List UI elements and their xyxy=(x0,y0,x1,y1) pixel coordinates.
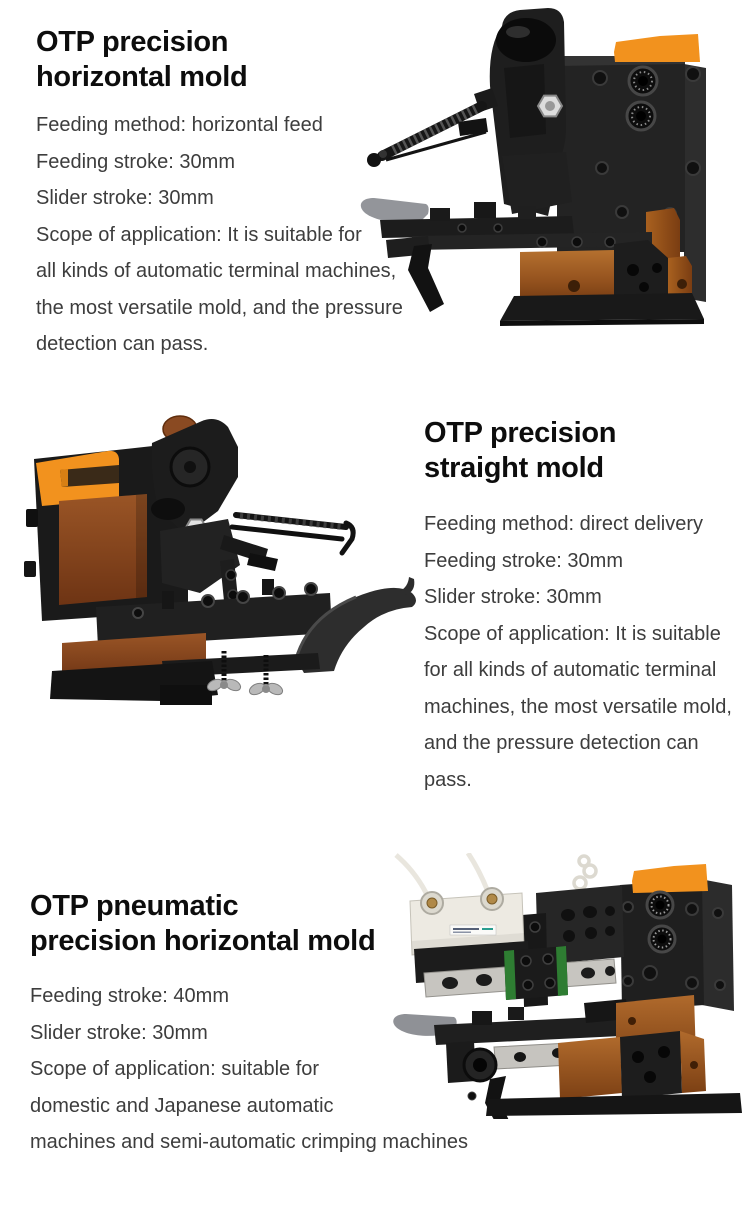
spec-line: Feeding stroke: 30mm xyxy=(36,150,235,173)
spec-line: Scope of application: suitable for xyxy=(30,1058,320,1080)
right-body xyxy=(620,864,734,1011)
product-title-line: OTP precision xyxy=(424,417,617,449)
dial-knob xyxy=(627,102,655,130)
spec-line: Feeding stroke: 30mm xyxy=(424,549,623,572)
product-title-line: OTP pneumatic xyxy=(30,890,239,922)
spec-line: for all kinds of automatic terminal xyxy=(424,659,717,681)
product-photo-pneumatic-mold xyxy=(388,853,748,1119)
product-title-line: precision horizontal mold xyxy=(30,925,376,957)
product-title-line: OTP precision xyxy=(36,26,229,58)
spec-line: Slider stroke: 30mm xyxy=(424,586,602,608)
spec-line: the most versatile mold, and the pressure xyxy=(36,296,403,319)
orange-cap xyxy=(632,864,708,893)
dial-knob xyxy=(629,67,657,95)
spec-line: detection can pass. xyxy=(36,333,209,355)
cylinder-label xyxy=(450,925,496,935)
hex-nut xyxy=(538,96,562,117)
product-title-line: straight mold xyxy=(424,452,604,484)
spec-line: Feeding method: direct delivery xyxy=(424,513,704,535)
spec-line: Feeding method: horizontal feed xyxy=(36,114,323,136)
lever-arm xyxy=(232,515,353,571)
product-photo-horizontal-mold xyxy=(352,6,750,340)
product-title-line: horizontal mold xyxy=(36,61,248,93)
spring-lever xyxy=(367,88,498,167)
orange-cap xyxy=(614,34,700,62)
spec-line: and the pressure detection can xyxy=(424,732,699,754)
product-title xyxy=(30,889,375,959)
machine-base xyxy=(50,633,320,705)
dial-knob xyxy=(647,892,673,918)
spec-line: Slider stroke: 30mm xyxy=(30,1021,208,1044)
spec-line: Scope of application: It is suitable for xyxy=(36,223,362,246)
trigger-lever xyxy=(408,244,444,312)
spec-line: machines, the most versatile mold, xyxy=(424,695,732,718)
green-guide-block xyxy=(504,946,568,1000)
spec-line: all kinds of automatic terminal machines, xyxy=(36,260,397,282)
product-specs xyxy=(36,107,403,363)
copper-panel xyxy=(59,494,147,605)
spec-line: pass. xyxy=(424,768,472,791)
product-specs xyxy=(424,506,732,798)
product-photo-straight-mold xyxy=(12,413,426,715)
product-title xyxy=(424,416,616,486)
spec-line: Feeding stroke: 40mm xyxy=(30,985,229,1007)
spec-line: Scope of application: It is suitable xyxy=(424,622,721,645)
press-head xyxy=(490,8,572,216)
chain-fitting xyxy=(574,856,596,889)
spec-line: machines and semi-automatic crimping machines xyxy=(30,1131,468,1153)
product-title xyxy=(36,25,247,95)
spec-line: Slider stroke: 30mm xyxy=(36,187,214,209)
air-tubes xyxy=(396,853,490,901)
spec-line: domestic and Japanese automatic xyxy=(30,1094,334,1117)
dial-knob xyxy=(649,926,675,952)
